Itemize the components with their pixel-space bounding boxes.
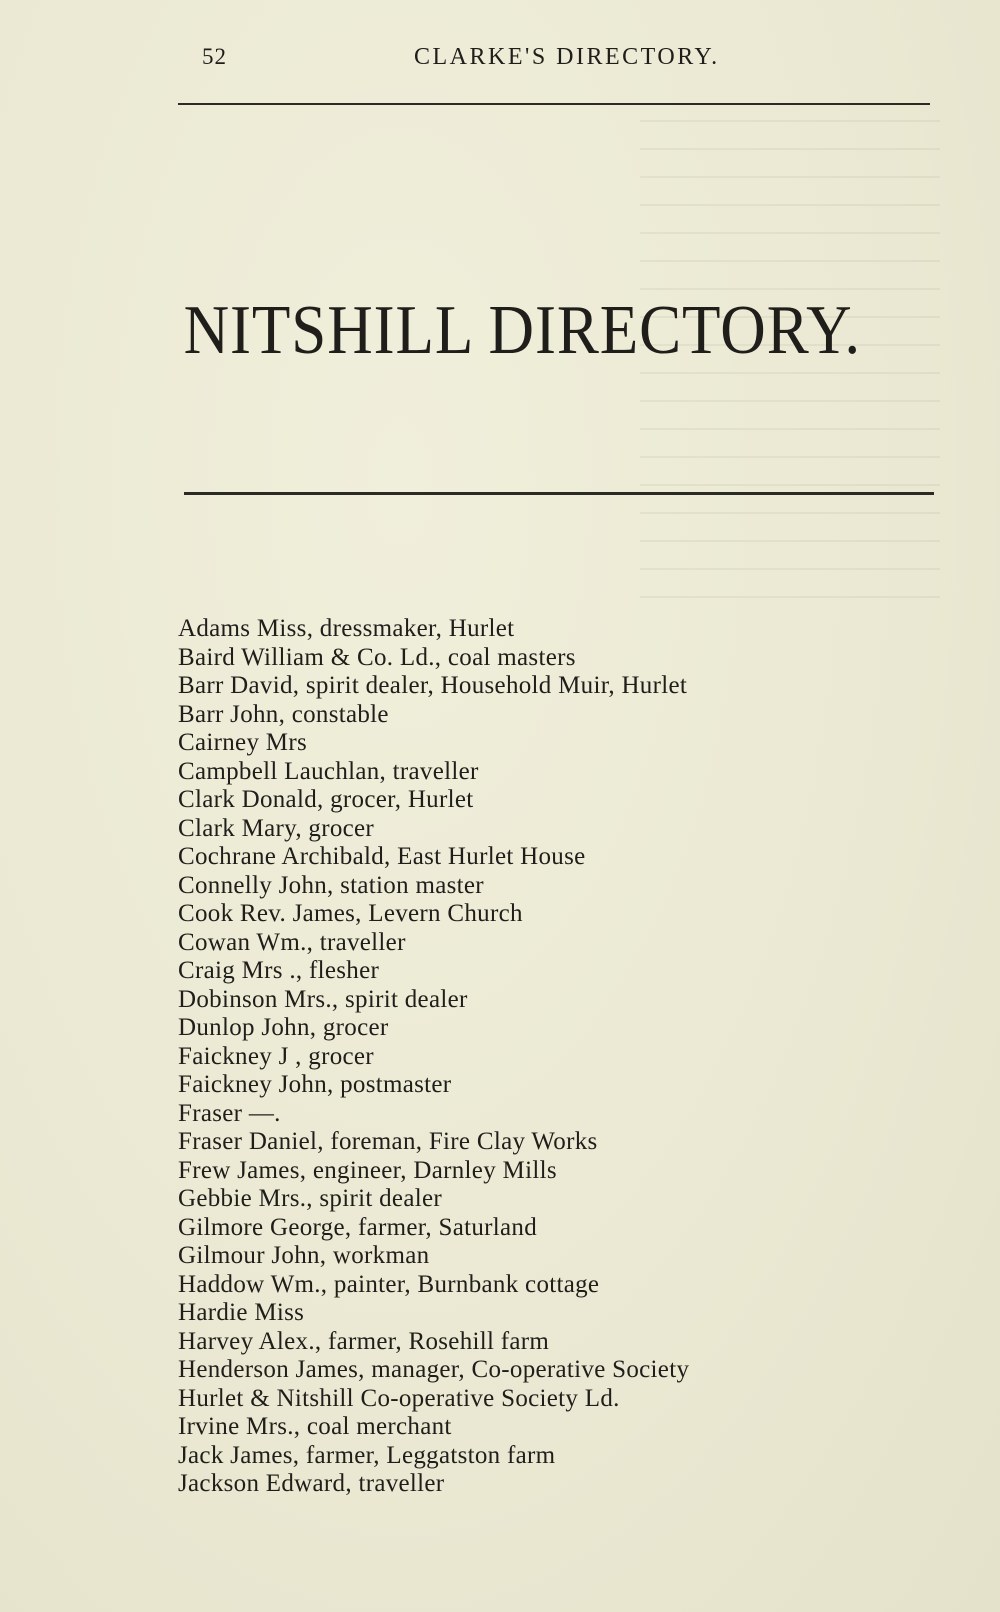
directory-entry: Cairney Mrs — [178, 729, 307, 756]
directory-entry: Hardie Miss — [178, 1299, 305, 1326]
directory-entry: Fraser —. — [178, 1099, 281, 1127]
directory-entry: Hurlet & Nitshill Co-operative Society Ld. — [178, 1384, 620, 1412]
header-rule — [178, 103, 930, 105]
title-rule — [184, 492, 934, 495]
directory-entry: Haddow Wm., painter, Burnbank cottage — [178, 1270, 600, 1298]
directory-entry: Campbell Lauchlan, traveller — [178, 757, 479, 785]
directory-entry: Baird William & Co. Ld., coal masters — [178, 643, 576, 671]
directory-entry: Craig Mrs ., flesher — [178, 957, 380, 984]
directory-entry: Gebbie Mrs., spirit dealer — [178, 1185, 442, 1212]
directory-entry: Clark Donald, grocer, Hurlet — [178, 786, 474, 813]
directory-entry: Frew James, engineer, Darnley Mills — [178, 1156, 557, 1184]
directory-entry: Jack James, farmer, Leggatston farm — [178, 1441, 556, 1469]
directory-entry: Barr David, spirit dealer, Household Muir, Hurlet — [178, 672, 688, 699]
running-head: CLARKE'S DIRECTORY. — [414, 44, 720, 70]
directory-entry: Gilmour John, workman — [178, 1242, 430, 1269]
directory-entry: Faickney John, postmaster — [178, 1071, 452, 1098]
directory-entry: Clark Mary, grocer — [178, 814, 375, 842]
directory-entry: Cook Rev. James, Levern Church — [178, 900, 523, 927]
directory-entry: Dobinson Mrs., spirit dealer — [178, 985, 468, 1013]
section-title: NITSHILL DIRECTORY. — [183, 292, 862, 369]
directory-entry: Irvine Mrs., coal merchant — [178, 1413, 452, 1440]
directory-entry: Faickney J , grocer — [178, 1042, 374, 1070]
directory-entry: Jackson Edward, traveller — [178, 1470, 445, 1497]
directory-entry: Henderson James, manager, Co-operative Society — [178, 1356, 690, 1383]
directory-entry: Fraser Daniel, foreman, Fire Clay Works — [178, 1128, 598, 1155]
directory-entry: Connelly John, station master — [178, 871, 484, 899]
directory-listings — [178, 615, 948, 1499]
directory-entry: Barr John, constable — [178, 700, 389, 728]
directory-entry: Cochrane Archibald, East Hurlet House — [178, 843, 586, 870]
page-number: 52 — [202, 44, 227, 69]
directory-entry: Cowan Wm., traveller — [178, 928, 406, 956]
directory-entry: Gilmore George, farmer, Saturland — [178, 1213, 538, 1241]
directory-entry: Harvey Alex., farmer, Rosehill farm — [178, 1327, 550, 1355]
directory-entry: Dunlop John, grocer — [178, 1014, 389, 1041]
directory-entry: Adams Miss, dressmaker, Hurlet — [178, 615, 515, 642]
